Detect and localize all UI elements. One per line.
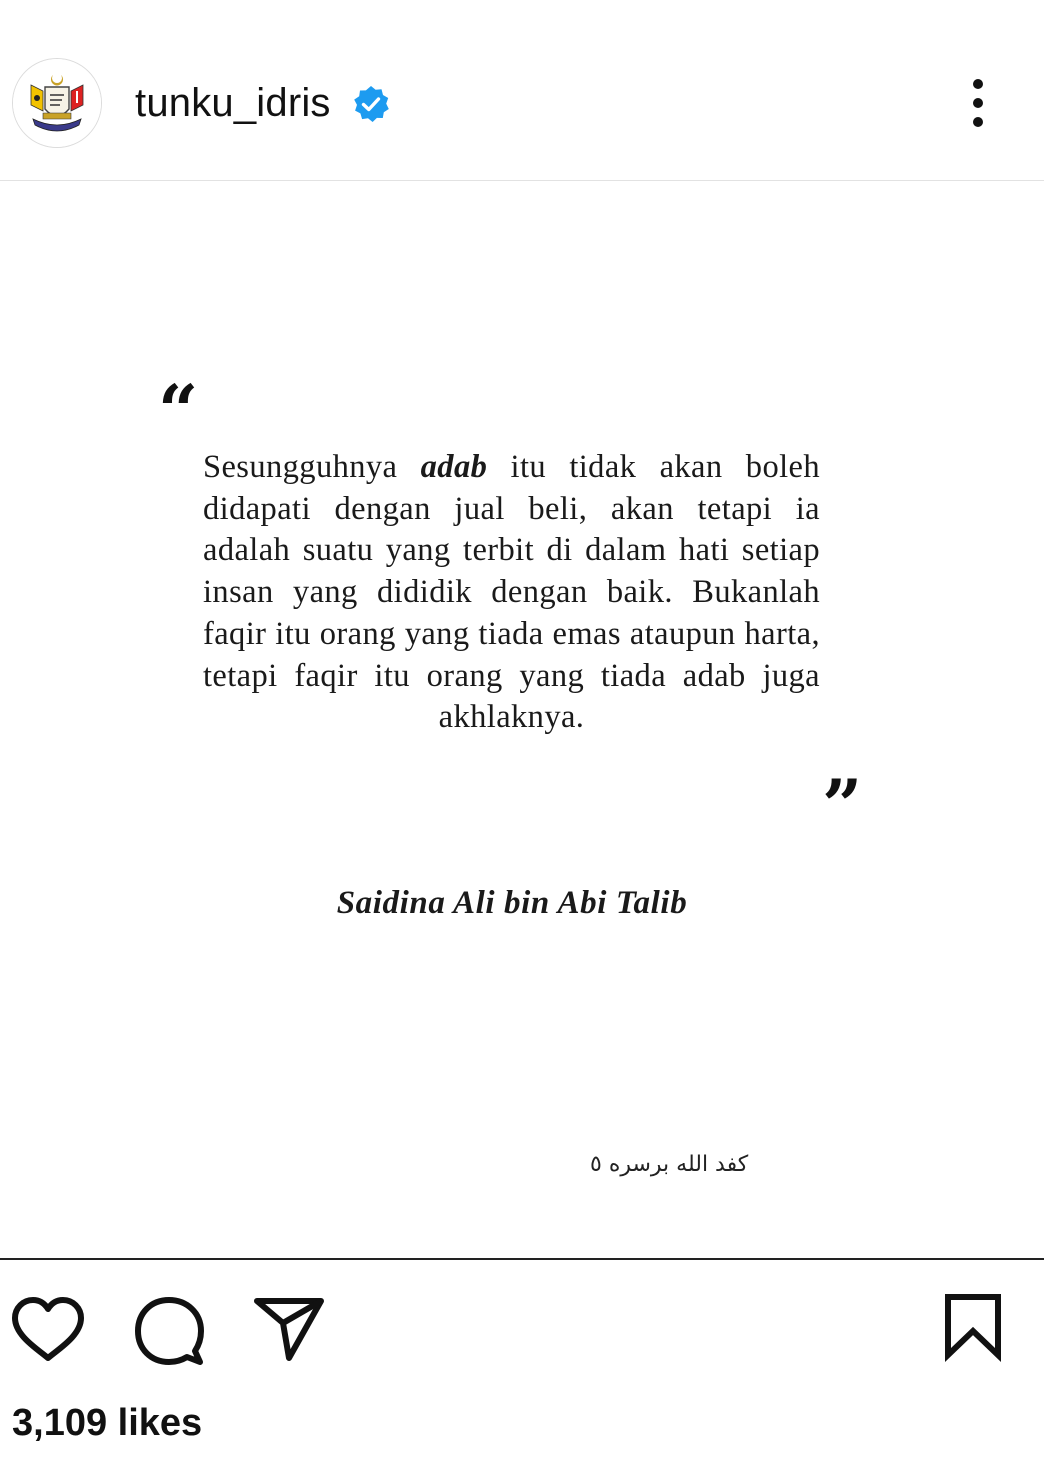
avatar[interactable] <box>12 58 102 148</box>
verified-badge-icon <box>351 84 391 124</box>
quote-attribution: Saidina Ali bin Abi Talib <box>336 885 688 921</box>
signature-text: كفد الله برسره ٥ <box>590 1152 749 1177</box>
quote-text-rest: itu tidak akan boleh didapati dengan jual beli, akan tetapi ia adalah suatu yang terbit di dalam hati setiap insan yang dididik dengan baik. Bukanlah faqir itu orang yang tiada emas ataupun harta, tetapi faqir itu orang yang tiada adab juga akhlaknya. <box>203 449 821 736</box>
quote-text <box>203 447 820 739</box>
post-header <box>0 0 1044 181</box>
opening-quote-mark: “ <box>158 369 199 452</box>
royal-crest-icon <box>13 59 101 147</box>
closing-quote-mark: ” <box>822 764 863 847</box>
username[interactable]: tunku_idris <box>135 81 331 125</box>
more-vertical-icon[interactable] <box>958 76 998 132</box>
bookmark-icon[interactable] <box>942 1293 1004 1359</box>
quote-text-start: Sesungguhnya <box>203 449 421 485</box>
likes-count[interactable]: 3,109 likes <box>12 1402 203 1444</box>
heart-icon[interactable] <box>11 1296 85 1364</box>
comment-icon[interactable] <box>133 1295 205 1367</box>
post-divider <box>0 1258 1044 1260</box>
quote-emphasis: adab <box>420 449 488 485</box>
post-image[interactable] <box>0 181 1044 1259</box>
send-icon[interactable] <box>252 1295 326 1363</box>
calligraphy-signature <box>432 1143 749 1179</box>
